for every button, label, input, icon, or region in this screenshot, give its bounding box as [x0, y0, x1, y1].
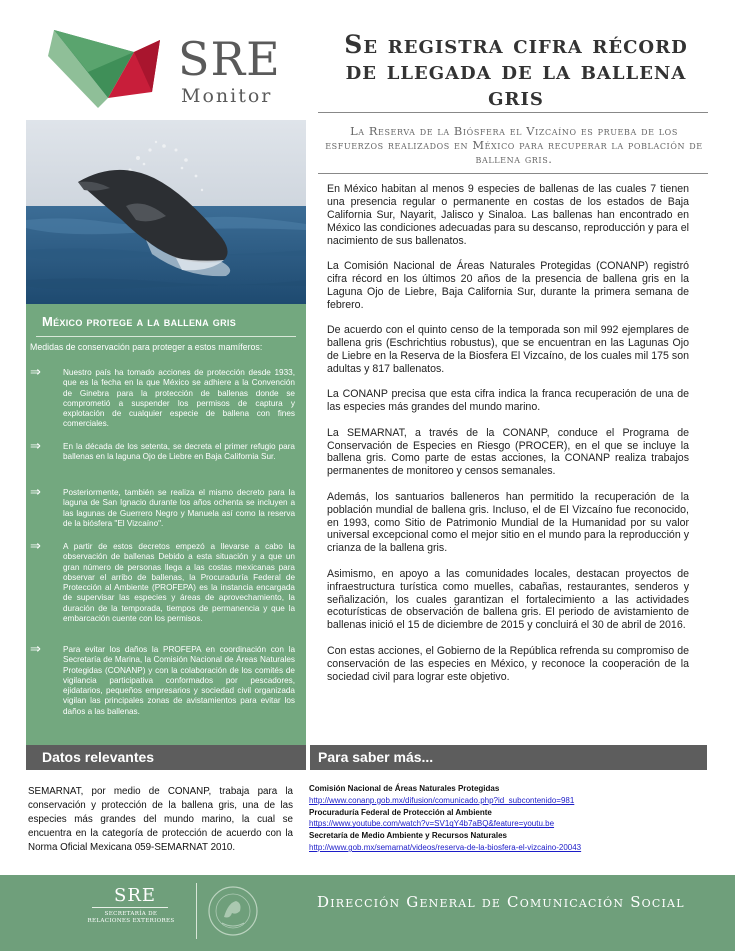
body-paragraph: De acuerdo con el quinto censo de la temporada son mil 992 ejemplares de ballena gris (Eschrichtius robustus), que se encuentran en las Lagunas Ojo de Liebre en la Reserva de la Biosfera El Vizcaíno, de los cuales mil 175 son adultas y 817 ballenatos.: [327, 324, 689, 375]
section-bar: [26, 745, 707, 770]
footer-secretaria-line: RELACIONES EXTERIORES: [87, 918, 175, 924]
datos-relevantes-text: SEMARNAT, por medio de CONANP, trabaja para la conservación y protección de la ballena gris, una de las especies más grandes del mundo marino, la cual se encuentra en la categoría de protección de acuerdo con la Norma Oficial Mexicana 059-SEMARNAT 2010.: [28, 786, 293, 853]
national-seal-icon: [206, 881, 260, 941]
reference-link[interactable]: http://www.conanp.gob.mx/difusion/comunicado.php?id_subcontenido=981: [309, 795, 575, 805]
sidebar-title: México protege a la ballena gris: [42, 314, 236, 329]
article-title: Se registra cifra récord de llegada de la ballena gris: [344, 30, 688, 111]
reference-link[interactable]: https://www.youtube.com/watch?v=SV1qY4b7aBQ&feature=youtu.be: [309, 819, 555, 829]
reference-link[interactable]: http://www.gob.mx/semarnat/videos/reserva-de-la-biosfera-el-vizcaino-20043: [309, 842, 582, 852]
sidebar-item-text: Nuestro país ha tomado acciones de protección desde 1933, que es la fecha en la que México se adhiere a la Convención de Ginebra para la protección de ballenas donde se comprometió a suspender los permisos de captura y explotación de cualquier especie de ballena con fines comerciales.: [63, 368, 295, 429]
link-org-name: Secretaría de Medio Ambiente y Recursos Naturales: [309, 831, 507, 841]
sidebar-item-text: A partir de estos decretos empezó a llevarse a cabo la observación de ballenas Debido a esta situación y a que un gran número de personas llega a las costas mexicanas para observar el arribo de ballenas, la Procuraduría Federal de Protección al Ambiente (PROFEPA) es la instancia encargada de supervisar las especies y áreas de aprovechamiento, la duración de la temporada, tiempos de permanencia y que la embarcación cuente con los permisos.: [63, 542, 295, 624]
arrow-right-icon: ⇒: [30, 538, 41, 553]
link-org-name: Procuraduría Federal de Protección al Ambiente: [309, 807, 492, 817]
article-body: [327, 183, 689, 696]
sidebar-panel: [26, 304, 306, 745]
article-subtitle: La Reserva de la Biósfera el Vizcaíno es prueba de los esfuerzos realizados en México para recuperar la población de ballena gris.: [325, 124, 703, 166]
arrow-right-icon: ⇒: [30, 364, 41, 379]
sidebar-item-text: Para evitar los daños la PROFEPA en coordinación con la Secretaría de Marina, la Comisión Nacional de Áreas Naturales Protegidas (CONANP) y con la colaboración de los comités de vigilancia participativa conformados por pescadores, ejidatarios, pequeños empresarios y sociedad civil organizada vigilan las principales zonas de avistamientos para evitar los daños a las ballenas.: [63, 645, 295, 716]
body-paragraph: La SEMARNAT, a través de la CONANP, conduce el Programa de Conservación de Especies en Riesgo (PROCER), en el que se incluye la ballena gris. Como parte de estas acciones, la CONANP realiza trabajos permanentes de monitoreo y censos semanales.: [327, 426, 689, 478]
subtitle-divider: [318, 173, 708, 174]
footer-sre-logo: SRE: [114, 885, 157, 906]
arrow-right-icon: ⇒: [30, 484, 41, 499]
logo-brand: SRE: [178, 32, 281, 86]
body-paragraph: La Comisión Nacional de Áreas Naturales Protegidas (CONANP) registró cifra récord en los últimos 20 años de la presencia de ballena gris en la Laguna Ojo de Liebre, Baja California Sur, durante la primera semana de febrero.: [327, 260, 689, 311]
sidebar-intro: Medidas de conservación para proteger a estos mamíferos:: [30, 342, 263, 352]
footer: [0, 875, 735, 951]
logo-product: Monitor: [181, 85, 273, 107]
title-divider: [318, 112, 708, 113]
footer-secretaria: [84, 911, 178, 925]
footer-logo-rule: [92, 907, 168, 908]
body-paragraph: Además, los santuarios balleneros han permitido la recuperación de la población mundial de ballena gris. Incluso, el de El Vizcaíno fue reconocido, en 1993, como Sitio de Patrimonio Mundial de la Humanidad por su valor universal excepcional como el mejor sitio en el mundo para la reproducción y crianza de la ballena gris.: [327, 490, 689, 555]
footer-divider: [196, 883, 197, 939]
sidebar-item-text: En la década de los setenta, se decreta el primer refugio para ballenas en la laguna Ojo de Liebre en Baja California Sur.: [63, 442, 295, 462]
body-paragraph: Con estas acciones, el Gobierno de la República refrenda su compromiso de conservación de las especies en México, y reconoce la cooperación de la sociedad civil para lograr este objetivo.: [327, 644, 689, 683]
reference-links: [309, 783, 709, 854]
sidebar-divider: [36, 336, 296, 337]
footer-secretaria-line: SECRETARÍA DE: [104, 911, 158, 917]
body-paragraph: La CONANP precisa que esta cifra indica la franca recuperación de una de las especies más grandes del mundo marino.: [327, 388, 689, 414]
link-org-name: Comisión Nacional de Áreas Naturales Protegidas: [309, 784, 500, 793]
whale-photo: [26, 120, 306, 304]
sidebar-item-text: Posteriormente, también se realiza el mismo decreto para la laguna de San Ignacio durante los años ochenta se incluyen a las lagunas de Guerrero Negro y Manuela así como la reserva de la biósfera "El Vizcaíno".: [63, 488, 295, 528]
body-paragraph: En México habitan al menos 9 especies de ballenas de las cuales 7 tienen una presencia regular o permanente en costas de los estados de Baja California Sur, Nayarit, Jalisco y Sinaloa. Las ballenas han encontrado en México las condiciones adecuadas para su descanso, reproducción y para el nacimiento de sus ballenatos.: [327, 183, 689, 247]
datos-relevantes-heading: Datos relevantes: [42, 749, 155, 765]
arrow-right-icon: ⇒: [30, 641, 41, 656]
section-bar-separator: [306, 745, 310, 770]
body-paragraph: Asimismo, en apoyo a las comunidades locales, destacan proyectos de infraestructura turística como muelles, cabañas, restaurantes, senderos y señalización, los cuales garantizan el fortalecimiento a las actividades ecoturísticas de observación de ballena gris. El periodo de avistamiento de ballenas inició el 15 de diciembre de 2015 y concluirá el 30 de abril de 2016.: [327, 567, 689, 632]
para-saber-mas-heading: Para saber más...: [318, 749, 434, 765]
arrow-right-icon: ⇒: [30, 438, 41, 453]
footer-department: Dirección General de Comunicación Social: [317, 893, 685, 911]
